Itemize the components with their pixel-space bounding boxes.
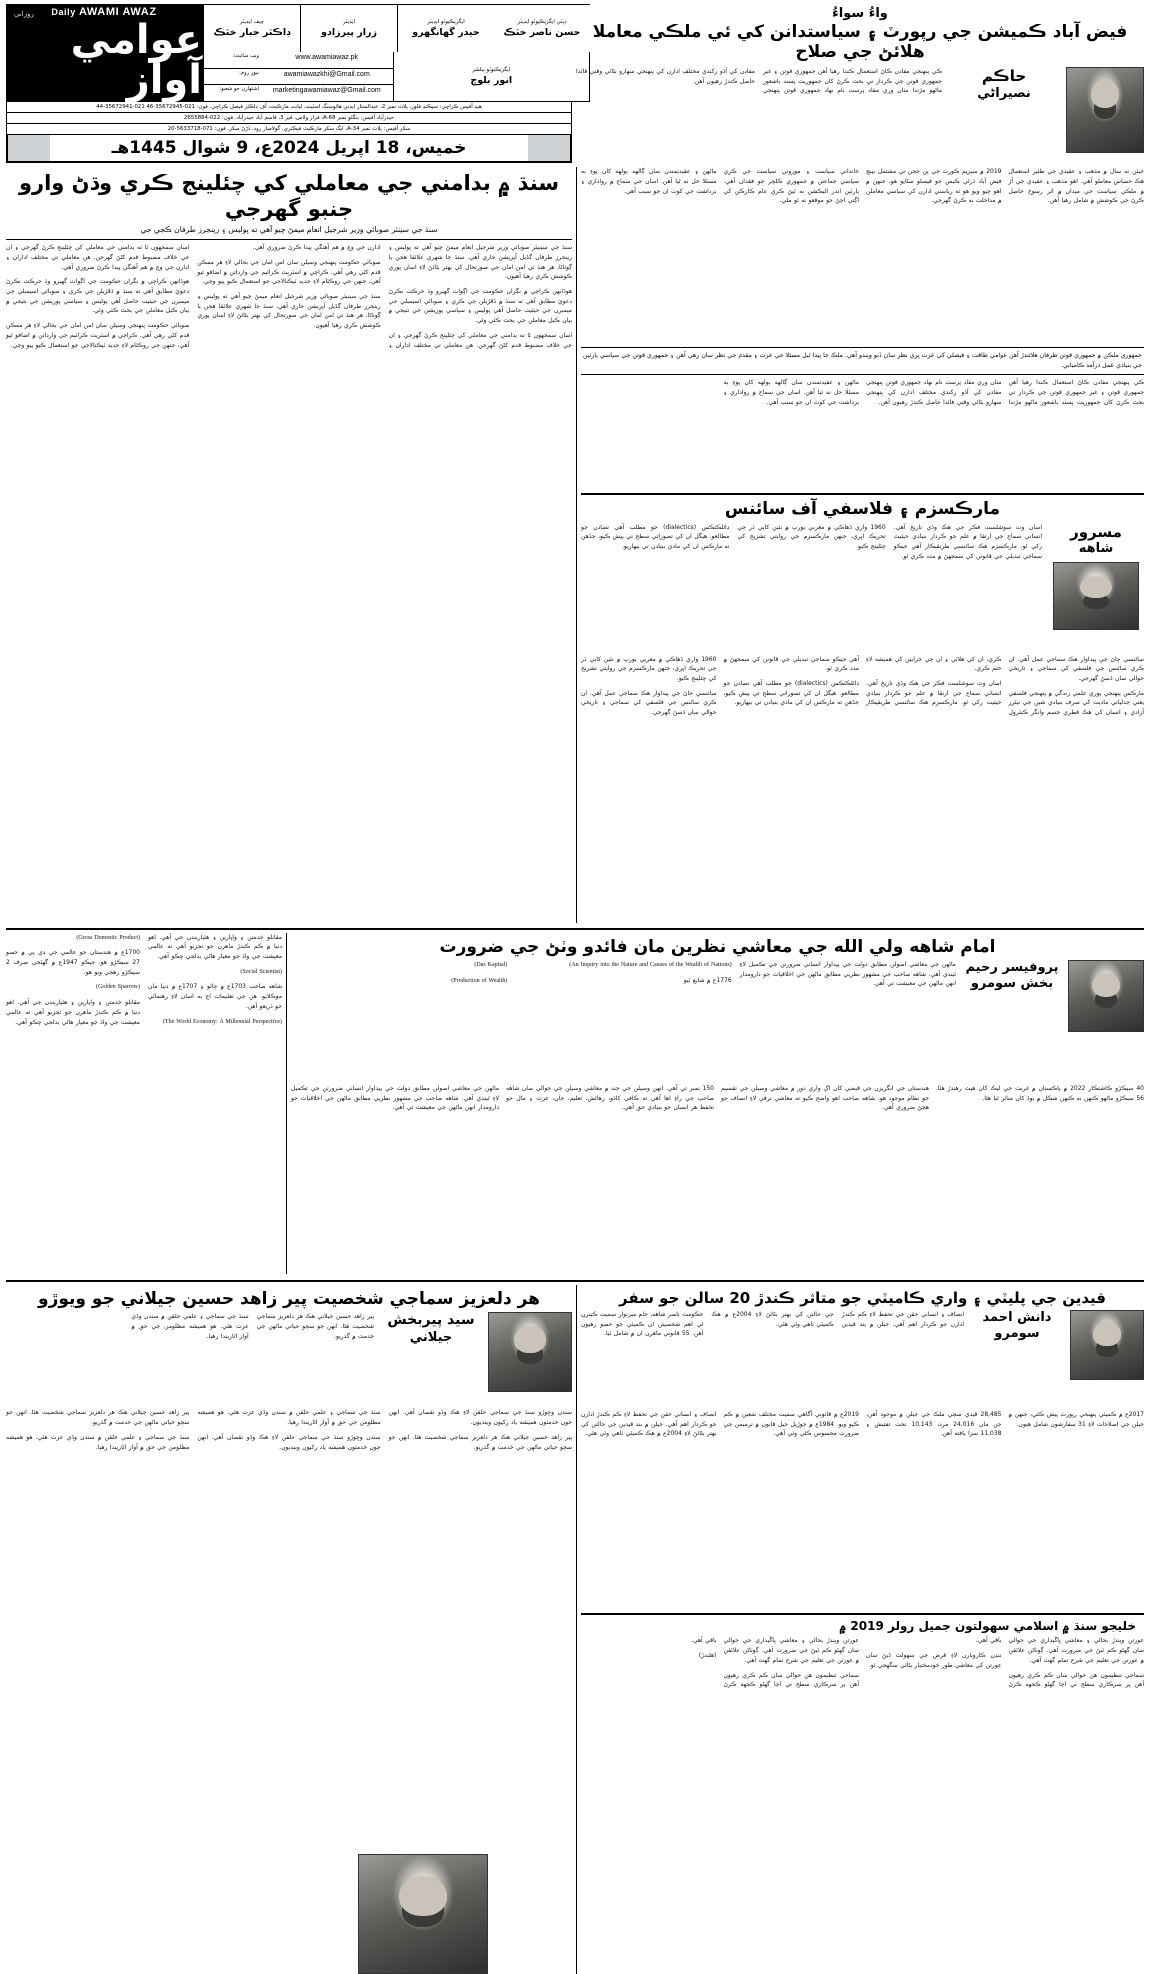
- staff-role: چيف ايڊيٽر: [239, 18, 265, 25]
- ref-publication-year: 1776ع ۾ شايع ٿيو: [683, 976, 732, 984]
- paragraph: هندستان جي انگريزن جي قبضي کان اڳ واري دور ۾ معاشي وسيلن جي تقسيم جو نظام موجود هو. شاهه صاحب اهو واضح ڪيو ته معاشي ترقي لاءِ انصاف جو هجڻ ضروري آهي.: [721, 1084, 929, 1112]
- ref-golden-sparrow: (Golden Sparrow): [96, 984, 140, 991]
- marxism-author-sub: شاهه: [1078, 541, 1114, 557]
- staff-chief-editor: [203, 5, 300, 52]
- paragraph: ڊائلڪٽڪس (dialectics) جو مطلب آهي تضادن جو مطالعو. هيگل ان کي تصوراتي سطح تي پيش ڪيو، جڏهن ته مارڪس ان کي مادي بنيادن تي بيهاريو.: [723, 680, 859, 707]
- paragraph: ڊائلڪٽڪس (dialectics) جو مطلب آهي تضادن جو مطالعو. هيگل ان کي تصوراتي سطح تي پيش ڪيو، جڏهن ته مارڪس ان کي مادي بنيادن تي بيهاريو.: [581, 523, 730, 550]
- waw-sawa-body-3: [581, 378, 1144, 488]
- shah-waliullah-author-sub: بخش سومرو: [970, 976, 1054, 992]
- middle-band: [6, 933, 1144, 1274]
- logo-english-small: Daily: [51, 7, 76, 17]
- ref-production-of-wealth: (Production of Wealth): [451, 977, 508, 984]
- paragraph: شاهه صاحب 1703ع ۾ ڄائو ۽ 1707ع ۾ دنيا مان موڪلايو. هن جي تعليمات اڄ به اسان لاءِ رهنمائي جو ذريعو آهن.: [148, 983, 283, 1010]
- left-bottom-article: [581, 1619, 1144, 1932]
- address-sukkur: سکر آفيس: پلاٽ نمبر 34-A، ايگ سکر مارڪيٽ فيڪٽري، گولاميار روڊ، ڌڙڻ سکر. فون: 071-5633718-20: [167, 126, 411, 133]
- prisoners-headline[interactable]: قيدين جي پليٽي ۽ واري ڪاميٽي جو متاثر ڪندڙ 20 سالن جو سفر: [619, 1288, 1106, 1307]
- prisoners-article: [581, 1289, 1144, 1608]
- marxism-author-photo: [1053, 562, 1139, 630]
- address-karachi: هيڊ آفيس ڪراچي: سيڪنڊ فلور، پلاٽ نمبر 2، عبدالستار ايڊني هائوسنگ اسٽيٽ، ليانت مارڪيٽ، آف ڊاڪٽر فيصل ڪراچي. فون: 021-35672945-46 021-35672941-44: [7, 102, 571, 113]
- shah-waliullah-author: پروفيسر رحيم: [965, 959, 1059, 975]
- staff-role: ايگزيڪيوٽو ايڊيٽر: [427, 18, 465, 25]
- jilani-body-main: [6, 1408, 572, 1848]
- lead-story: [6, 167, 572, 922]
- prisoners-author-block: [970, 1310, 1064, 1406]
- paragraph: پير زاهد حسين جيلاني هڪ هر دلعزيز سماجي شخصيت هئا. انهن جو سڄو حياتي ماڻهن جي خدمت ۾ گذريو.: [256, 1313, 374, 1340]
- staff-role: ڊپٽي ايگزيڪيوٽو ايڊيٽر: [517, 18, 567, 25]
- paragraph: مقابلو خدمتن ۽ واپارين ۽ هٿياربندن جي آهي. اهو دنيا ۾ ڪم ڪندڙ ماهرن جو تجزيو آهي ته عالمي معيشت جي واڌ جو معيار هاڻي بدلجي چڪو آهي.: [6, 999, 140, 1026]
- marxism-body-main: [581, 655, 1144, 923]
- paragraph: ماڻهن ۽ عقيدتمندن سان ڳالهه ٻولهه کان پوءِ به مسئلا حل نه ٿيا آهن. اسان جي سماج ۾ رواداري ۽ برداشت جي کوٽ ان جو سبب آهي.: [581, 168, 717, 195]
- paragraph: خانداني سياست ۽ موروثي سياست جي ڪري سياسي جماعتن ۾ جمهوري ڪلچر جو فقدان آهي. پارٽين اندر اليڪشن نه ٿيڻ ڪري عام ڪارڪن کي اڳتي اچڻ جو موقعو نه ٿو ملي.: [723, 168, 859, 205]
- reference-inline: [6, 982, 140, 993]
- paragraph: 2019 ۾ سپريم ڪورٽ جي ٻن ججن تي مشتمل بينچ فيض آباد ڌرڻي ڪيس جو فيصلو سڻايو هو، جنهن ۾ اهو چيو ويو هو ته رياستي ادارن کي سياسي معاملن ۾ مداخلت نه ڪرڻ گهرجي.: [866, 168, 1002, 205]
- paragraph: سنڌ جي سماجي ۽ علمي حلقن ۾ سندن وڏي عزت هئي. هو هميشه مظلومن جي حق ۾ آواز اٿاريندا رهيا.: [197, 1409, 381, 1427]
- logo-sindhi-wordmark: عوامي آواز: [70, 17, 202, 103]
- paragraph: مقابلو خدمتن ۽ واپارين ۽ هٿياربندن جي آهي. اهو دنيا ۾ ڪم ڪندڙ ماهرن جو تجزيو آهي ته عالمي معيشت جي واڌ جو معيار هاڻي بدلجي چڪو آهي.: [148, 933, 282, 960]
- paragraph: سندن وڇوڙو سنڌ جي سماجي حلقن لاءِ هڪ وڏو نقصان آهي. انهن جون خدمتون هميشه ياد رکيون وينديون.: [388, 1409, 572, 1427]
- paragraph: ماڻهن جي معاشي اصولن مطابق دولت جي پيداوار انساني ضرورتن جي تڪميل لاءِ ٿيندي آهي. شاهه صاحب جي مشهور نظريي مطابق ماڻهن جي اخلاقيات جو دارومدار انهن ماڻهن جي معيشت تي آهي.: [291, 1084, 499, 1112]
- shah-waliullah-body-main: [291, 1084, 1144, 1274]
- paragraph: اسان وٽ سوشلسٽ فڪر جي هڪ وڏي تاريخ آهي. انساني سماج جي ارتقا ۾ علم جو ڪردار بنيادي حيثيت رکي ٿو. مارڪسزم هڪ سائنسي طريقيڪار آهي جيڪو سماجي تبديلي جي قانونن کي سمجهڻ ۾ مدد ڪري ٿو.: [723, 655, 1002, 707]
- address-box: [6, 102, 572, 135]
- address-hyderabad: حيدرآباد آفيس: بنگلو نمبر 68-A، فراز ولاس، فيز 3، قاسم آباد حيدرآباد. فون: 022-2655884: [7, 113, 571, 124]
- contact-value[interactable]: www.awamiawaz.pk: [295, 53, 359, 61]
- jilani-article: [6, 1285, 572, 1974]
- paragraph: 1700ع ۾ هندستان جو عالمي جي ڊي پي ۾ حصو 27 سيڪڙو هو، جيڪو 1947ع ۾ گهٽجي صرف 2 سيڪڙو رهجي ويو هو.: [6, 949, 140, 976]
- lead-subhead: سنڌ جي سينئر صوبائي وزير شرجيل انعام ميمڻ چيو آهي ته پوليس ۽ رينجرز طرفان ڪجي جي: [140, 224, 438, 234]
- left-bottom-headline[interactable]: خليجو سنڌ ۾ اسلامي سهولتون جميل رولر 2019 ۾: [839, 1618, 1136, 1633]
- logo-corner-label: روزاني: [14, 10, 34, 18]
- paragraph: هوڏانهن ڪراچي ۾ نگران حڪومت جي اڳواٽ گهيرو وڌ حرڪت نڪرڻ دعويٰ مطابق آهي ته سنڌ ۾ ڏڦڙيلن جي ڪري ۽ صوبائي اسيمبلي جي ميمبرن جي حيثيت حاصل آهي پوليس ۽ سياسي پوزيشن جي نتيجي ۾ بيان ڪيل معاملن جي بحث ڪئي وئي.: [6, 278, 190, 315]
- prisoners-author-sub: سومرو: [994, 1326, 1040, 1342]
- paragraph: 28,485 قيدي سڄي ملڪ جي جيلن ۾ موجود آهن، جن مان 24,016 مرد، 10,143 تحت تفتيش ۽ 11,038 سزا يافته آهن.: [866, 1410, 1002, 1438]
- staff-name: حيدر گهانگهرو: [412, 26, 480, 38]
- logo-english-main: AWAMI AWAZ: [78, 6, 157, 18]
- waw-sawa-author-photo: [1066, 67, 1144, 153]
- date-line: خميس، 18 اپريل 2024ع، 9 شوال 1445هـ: [111, 138, 467, 159]
- paragraph: 1960 واري ڏهاڪي ۾ مغربي يورپ ۾ نئين کاٻي ڌر جي تحريڪ اڀري، جنهن مارڪسزم جي روايتي تشريح کي چئلينج ڪيو.: [581, 655, 717, 682]
- bottom-left-stack: [581, 1285, 1144, 1974]
- waw-sawa-body-2: [581, 167, 1144, 347]
- modern-economics-body: [6, 933, 282, 1253]
- lead-body: [6, 243, 572, 803]
- staff-executive-publisher: [393, 52, 590, 101]
- jilani-author: سيد پيربخش: [387, 1312, 475, 1329]
- paragraph: سائنسي ڄاڻ جي پيداوار هڪ سماجي عمل آهي. ان ڪري سائنس جي فلسفي کي سماجي ۽ تاريخي حوالي سان ڏسڻ گهرجي.: [581, 689, 717, 717]
- prisoners-body-main: [581, 1410, 1144, 1608]
- paragraph: سائنسي ڄاڻ جي پيداوار هڪ سماجي عمل آهي. ان ڪري سائنس جي فلسفي کي سماجي ۽ تاريخي حوالي سان ڏسڻ گهرجي.: [1008, 655, 1144, 682]
- contact-value[interactable]: awamiawazkhi@Gmail.com: [283, 70, 370, 78]
- paragraph: 1960 واري ڏهاڪي ۾ مغربي يورپ ۾ نئين کاٻي ڌر جي تحريڪ اڀري، جنهن مارڪسزم جي روايتي تشريح کي چئلينج ڪيو.: [737, 523, 886, 550]
- marxism-headline[interactable]: مارڪسزم ۽ فلاسفي آف سائنس: [724, 499, 1001, 520]
- reference-inline: [6, 933, 140, 944]
- prisoners-author: دانش احمد: [982, 1309, 1052, 1325]
- paragraph: 2017ع ۾ ڪميٽي پنهنجي رپورٽ پيش ڪئي، جنهن ۾ جيلن جي اصلاحات لاءِ 31 سفارشون شامل هيون.: [1008, 1410, 1144, 1428]
- waw-sawa-headline[interactable]: فيض آباد ڪميشن جي رپورٽ ۽ سياستدانن کي ئي ملڪي معاملا هلائڻ جي صلاح: [592, 22, 1128, 63]
- jilani-subject-photo: [358, 1854, 488, 1974]
- paragraph: ڪي پنهنجي مفادن ڪاڻ استعمال ڪندا رهيا آهن جمهوري قوتن ۽ غير جمهوري قوتن جي ڪردار تي بحث ڪرڻ کان جمهوريت پسند باشعور ماڻهو مڙندا مٺان وري مفاد پرست نام نهاد جمهوري قوتن پنهنجي مفادن کي آڏو رکندي مختلف ادارن کي پنهنجي سهارو بڻائي وقتي فائدا حاصل ڪندڙ رهيون آهن.: [576, 67, 942, 95]
- paragraph: جيئن ته سال ۾ مذهب ۽ عقيدي جي طئير استعمال هڪ حساس معاملو آهي. اهو مذهب ۽ عقيدي جي آڙ ۾ ملڪي سياست جي ميدان ۾ اثر رسوخ حاصل ڪرڻ جي ڪوشش ۾ شامل رهيا آهن.: [1008, 168, 1144, 205]
- paragraph: سنڌ جي سينيئر صوبائي وزير شرجيل انعام ميمڻ چيو آهي ته پوليس ۽ رينجرز طرفان گڏيل آپريشن جاري آهي. سنڌ جا شهري علائقا هجن يا ڳوٺاڻا، هر هنڌ تي امن امان جي صورتحال کي بهتر بڻائڻ لاءِ اسان پوري ڪوشش ڪري رهيا آهيون.: [388, 244, 572, 281]
- paragraph: ننڍن ڪاروبارن لاءِ قرض جي سهولت ڏيڻ سان عورتن کي معاشي طور خودمختيار بڻائي سگهجي ٿو.: [866, 1652, 1002, 1669]
- paragraph: صوبائي حڪومت پنهنجي وسيلن سان امن امان جي بحالي لاءِ هر ممڪن قدم کڻي رهي آهي. ڪراچي ۾ اسٽريٽ ڪرائيم جي وارداتن ۾ اضافو ٿيو آهي، جنهن جي روڪٿام لاءِ جديد ٽيڪنالاجي جو استعمال ڪيو پيو وڃي.: [197, 258, 381, 286]
- contact-newsroom[interactable]: [203, 68, 393, 85]
- paragraph: انصاف ۽ انساني حقن جي تحفظ لاءِ ڪم ڪندڙ ادارن جو ڪردار اهم آهي. جيلن ۾ بند قيدين جي حالتن کي بهتر بڻائڻ لاءِ 2004ع ۾ هڪ ڪميٽي ٺاهي وئي هئي.: [581, 1410, 717, 1438]
- paragraph: 150 نمبر تي آهي. انهن وسيلن جي جند ۾ معاشي وسيلن جي حوالي سان شاهه صاحب جي راءِ اها آهي ته ڪافي کاڌو، رهائش، تعليم، جان، عزت ۽ مال جو تحفظ هر انسان جو بنيادي حق آهي.: [506, 1084, 714, 1112]
- staff-role: ايڊيٽر: [343, 18, 355, 25]
- shah-waliullah-article: [291, 933, 1144, 1274]
- staff-name: ڊاڪٽر جبار خٽڪ: [213, 26, 291, 38]
- masthead-logo[interactable]: [6, 4, 202, 102]
- jilani-author-sub: جيلاني: [409, 1329, 453, 1345]
- reference-inline: [515, 960, 731, 971]
- shah-waliullah-author-block: [962, 960, 1062, 1080]
- prisoners-author-photo: [1070, 1310, 1144, 1380]
- paragraph: انصاف ۽ انساني حقن جي تحفظ لاءِ ڪم ڪندڙ ادارن جو ڪردار اهم آهي. جيلن ۾ بند قيدين جي حالتن کي بهتر بڻائڻ لاءِ 2004ع ۾ هڪ ڪميٽي ٺاهي وئي هئي.: [711, 1310, 964, 1328]
- staff-name: انور بلوچ: [470, 74, 513, 86]
- waw-sawa-author-sub: نصيراڻي: [977, 85, 1031, 101]
- column-divider: [576, 167, 577, 922]
- paragraph: 40 سيڪڙو ڪاشتڪار 2022 ۾ پاڪستان ۾ غربت جي ليڪ کان هيٺ رهندڙ هئا. 56 سيڪڙو ماڻهو ڪنهن نه ڪنهن شڪل ۾ ٻوڏ کان متاثر ٿيا هئا.: [936, 1084, 1144, 1102]
- shah-waliullah-headline[interactable]: امام شاهه ولي الله جي معاشي نظرين مان فائدو وٺڻ جي ضرورت: [439, 936, 996, 957]
- paragraph: 2019ع ۾ قانوني آگاهي سميت مختلف شعبن ۾ ڪم ڪيو ويو. 1984ع ۾ جوڙيل جيل قانون ۾ ترميمن جي ضرورت محسوس ڪئي وئي آهي.: [723, 1410, 859, 1438]
- paragraph: مارڪس پنهنجي پوري علمي زندگي ۾ پنهنجي فلسفي يعني جدلياتي ماديت کي صرف بنيادي شين جي نيئرز آزادي ۽ انسان کي هڪ فطري جسم وانگر ڪنٽرول ڪري، ان کي هلائي ۽ ان جي خرابين کي هميشه لاءِ ختم ڪري.: [866, 655, 1144, 717]
- paragraph: اسان وٽ سوشلسٽ فڪر جي هڪ وڏي تاريخ آهي. انساني سماج جي ارتقا ۾ علم جو ڪردار بنيادي حيثيت رکي ٿو. مارڪسزم هڪ سائنسي طريقيڪار آهي جيڪو سماجي تبديلي جي قانونن کي سمجهڻ ۾ مدد ڪري ٿو.: [893, 523, 1042, 560]
- contact-label: ويب سائيٽ:: [203, 52, 261, 68]
- paragraph: سنڌ جي سماجي ۽ علمي حلقن ۾ سندن وڏي عزت هئي. هو هميشه مظلومن جي حق ۾ آواز اٿاريندا رهيا.: [131, 1313, 249, 1340]
- reference-inline: [291, 976, 507, 987]
- ref-social-scientist: (Social Scientist): [240, 968, 282, 975]
- section-divider: [581, 493, 1144, 495]
- jilani-headline[interactable]: هر دلعزيز سماجي شخصيت پير زاهد حسين جيلاني جو ويوڙو: [38, 1288, 540, 1309]
- prisoners-body-top: [581, 1310, 964, 1406]
- paragraph: سندن وڇوڙو سنڌ جي سماجي حلقن لاءِ هڪ وڏو نقصان آهي. انهن جون خدمتون هميشه ياد رکيون وينديون.: [197, 1433, 381, 1451]
- staff-executive-editor: [397, 5, 494, 52]
- paragraph: اسان سمجهون ٿا ته بدامني جي معاملي کي چئلينج ڪرڻ گهرجي ۽ ان جي خلاف مضبوط قدم کڻڻ گهرجن. هن معاملي تي مختلف اداران ۽ ادارن جي وچ ۾ هم آهنگي پيدا ڪرڻ ضروري آهي.: [252, 244, 572, 349]
- paragraph: ڪي پنهنجي مفادن ڪاڻ استعمال ڪندا رهيا آهن جمهوري قوتن ۽ غير جمهوري قوتن جي ڪردار تي بحث ڪرڻ کان جمهوريت پسند باشعور ماڻهو مڙندا مٺان وري مفاد پرست نام نهاد جمهوري قوتن پنهنجي مفادن کي آڏو رکندي مختلف ادارن کي پنهنجي سهارو بڻائي وقتي فائدا حاصل ڪندڙ رهيون آهن.: [866, 379, 1144, 406]
- staff-name: حسن ناصر خٽڪ: [503, 26, 581, 38]
- ref-gdp: (Gross Domestic Product): [76, 934, 140, 941]
- ref-das-kapital: (Das Kapital): [474, 961, 508, 968]
- left-bottom-end-note: (هلندڙ): [698, 1652, 717, 1660]
- staff-row: [203, 5, 590, 52]
- ref-world-economy: (The World Economy: A Millennial Perspective): [162, 1018, 282, 1025]
- waw-sawa-author: حاڪم: [981, 66, 1027, 85]
- waw-sawa-pull-quote: جمهوري ملڪن ۾ جمهوري قوتن طرفان هلائندڙ آهن عوامي طاقت ۽ فيصلي کي عزت ڀري نظر سان ڏٺو ويندو آهي. ملڪ جا پيدا ٿيل مسئلا جي عزت ۽ مقدم جي نظر سان رهي آهن ۽ جمهوري قوتن جي سياسي پارٽين جي بنيادي عمل درآمد ڪاميابي.: [581, 347, 1144, 375]
- contact-website[interactable]: [203, 52, 393, 68]
- jilani-body-top: [6, 1312, 374, 1404]
- left-bottom-body: [581, 1636, 1144, 1932]
- marxism-body-top: [581, 523, 1042, 651]
- paragraph: سنڌ جي سينيئر صوبائي وزير شرجيل انعام ميمڻ چيو آهي ته پوليس ۽ رينجرز طرفان گڏيل آپريشن جاري آهي. سنڌ جا شهري علائقا هجن يا ڳوٺاڻا، هر هنڌ تي امن امان جي صورتحال کي بهتر بڻائڻ لاءِ اسان پوري ڪوشش ڪري رهيا آهيون.: [197, 292, 381, 330]
- paragraph: عورتن ويندڙ بحالي ۽ معاشي ڀاڱيداري جي حوالي سان گهڻو ڪم ٿيڻ جي ضرورت آهي. ڳوٺاڻن علائقن ۾ عورتن جي تعليم جي شرح تمام گهٽ آهي.: [1008, 1637, 1144, 1664]
- lead-headline[interactable]: سنڌ ۾ بدامني جي معاملي کي چئلينج ڪري وڌڻ وارو جنبو گهرجي: [18, 171, 560, 221]
- reference-inline: [148, 967, 282, 978]
- paragraph: عورتن ويندڙ بحالي ۽ معاشي ڀاڱيداري جي حوالي سان گهڻو ڪم ٿيڻ جي ضرورت آهي. ڳوٺاڻن علائقن ۾ عورتن جي تعليم جي شرح تمام گهٽ آهي.: [723, 1637, 859, 1664]
- date-band-pad-right: [8, 135, 50, 161]
- contact-advertising[interactable]: [203, 84, 393, 101]
- left-column-stack: [581, 167, 1144, 922]
- modern-economics-article: [6, 933, 282, 1274]
- paragraph: سنڌ جي سماجي ۽ علمي حلقن ۾ سندن وڏي عزت هئي. هو هميشه مظلومن جي حق ۾ آواز اٿاريندا رهيا.: [6, 1433, 190, 1451]
- bottom-band: [6, 1285, 1144, 1974]
- jilani-author-block: [380, 1312, 482, 1404]
- waw-sawa-head-area: [576, 4, 1144, 163]
- paragraph: سماجي تنظيمون هن حوالي سان ڪم ڪري رهيون آهن پر سرڪاري سطح تي اڃا گهڻو ڪجهه ڪرڻ باقي آهي.: [690, 1637, 859, 1689]
- marxism-article: [581, 499, 1144, 922]
- paragraph: صوبائي حڪومت پنهنجي وسيلن سان امن امان جي بحالي لاءِ هر ممڪن قدم کڻي رهي آهي. ڪراچي ۾ اسٽريٽ ڪرائيم جي وارداتن ۾ اضافو ٿيو آهي، جنهن جي روڪٿام لاءِ جديد ٽيڪنالاجي جو استعمال ڪيو پيو وڃي.: [6, 322, 190, 349]
- reference-inline: [148, 1017, 282, 1028]
- paragraph: پير زاهد حسين جيلاني هڪ هر دلعزيز سماجي شخصيت هئا. انهن جو سڄو حياتي ماڻهن جي خدمت ۾ گذريو.: [6, 1409, 190, 1427]
- contact-label: اشتهارن جو شعبو:: [203, 85, 261, 101]
- paragraph: حڪومت ناصر شاهه، ڄام ميرنوار سميت ڪيترن ئي اهم شخصيتن ان ڪميٽي جو حصو رهيون آهن. 55 قانوني ماهرن ان ۾ شامل ٿيا.: [581, 1310, 704, 1338]
- reference-inline: [291, 960, 507, 971]
- paragraph: ماڻهن ۽ عقيدتمندن سان ڳالهه ٻولهه کان پوءِ به مسئلا حل نه ٿيا آهن. اسان جي سماج ۾ رواداري ۽ برداشت جي کوٽ ان جو سبب آهي.: [723, 379, 859, 406]
- waw-sawa-kicker: واءُ سواءُ: [832, 6, 888, 21]
- ref-wealth-of-nations: (An Inquiry into the Nature and Causes of the Wealth of Nations): [569, 961, 732, 968]
- waw-sawa-author-block: [948, 67, 1060, 153]
- staff-editor: [300, 5, 397, 52]
- staff-name: زرار پيرزادو: [321, 26, 377, 38]
- date-band-pad-left: [528, 135, 570, 161]
- marxism-author: مسرور: [1070, 522, 1122, 541]
- contact-value[interactable]: marketingawamiawaz@Gmail.com: [272, 87, 381, 95]
- masthead-staff-block: [202, 4, 590, 102]
- contact-label: نيوز روم:: [203, 69, 261, 85]
- staff-role: ايگزيڪيوٽو پبلشر: [472, 66, 511, 73]
- paragraph: ماڻهن جي معاشي اصولن مطابق دولت جي پيداوار انساني ضرورتن جي تڪميل لاءِ ٿيندي آهي. شاهه صاحب جي مشهور نظريي مطابق ماڻهن جي اخلاقيات جو دارومدار انهن ماڻهن جي معيشت تي آهي.: [739, 960, 956, 988]
- masthead-address-and-date: [6, 102, 572, 163]
- paragraph: هوڏانهن ڪراچي ۾ نگران حڪومت جي اڳواٽ گهيرو وڌ حرڪت نڪرڻ دعويٰ مطابق آهي ته سنڌ ۾ ڏڦڙيلن جي ڪري ۽ صوبائي اسيمبلي جي ميمبرن جي حيثيت حاصل آهي پوليس ۽ سياسي پوزيشن جي نتيجي ۾ بيان ڪيل معاملن جي بحث ڪئي وئي.: [388, 287, 572, 325]
- masthead-contact-block: [202, 52, 590, 102]
- paragraph: اسان سمجهون ٿا ته بدامني جي معاملي کي چئلينج ڪرڻ گهرجي ۽ ان جي خلاف مضبوط قدم کڻڻ گهرجن. هن معاملي تي مختلف اداران ۽ ادارن جي وچ ۾ هم آهنگي پيدا ڪرڻ ضروري آهي.: [6, 244, 190, 271]
- shah-waliullah-author-photo: [1068, 960, 1144, 1032]
- paragraph: سماجي تنظيمون هن حوالي سان ڪم ڪري رهيون آهن پر سرڪاري سطح تي اڃا گهڻو ڪجهه ڪرڻ باقي آهي.: [975, 1637, 1144, 1689]
- jilani-author-photo: [488, 1312, 572, 1392]
- waw-sawa-body-1: [576, 67, 942, 96]
- paragraph: پير زاهد حسين جيلاني هڪ هر دلعزيز سماجي شخصيت هئا. انهن جو سڄو حياتي ماڻهن جي خدمت ۾ گذريو.: [388, 1433, 572, 1451]
- date-band: [6, 135, 572, 163]
- shah-waliullah-body-top: [291, 960, 956, 1080]
- main-top-area: [6, 167, 1144, 922]
- marxism-author-block: [1048, 523, 1144, 651]
